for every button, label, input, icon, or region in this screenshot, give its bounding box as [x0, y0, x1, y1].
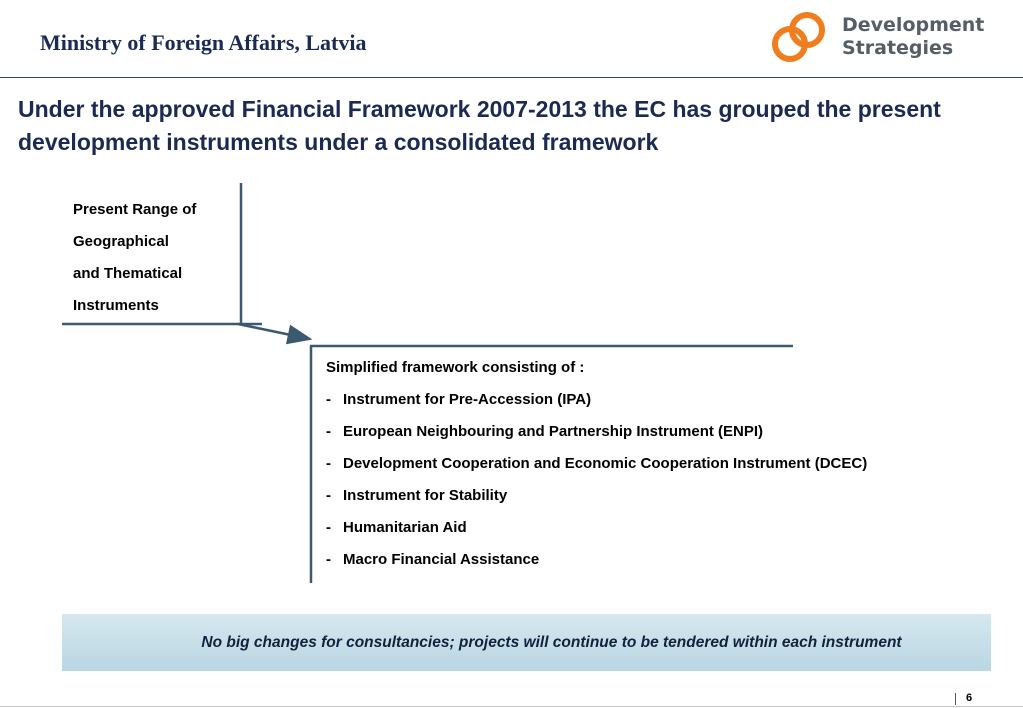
- page-number-separator: [955, 693, 956, 705]
- page-number: 6: [966, 692, 973, 704]
- conclusion-banner: [62, 614, 991, 671]
- left-box-line: and Thematical: [73, 265, 183, 282]
- present-instruments-label: [73, 194, 233, 322]
- logo-line-2: Strategies: [842, 37, 954, 59]
- list-item-text: European Neighbouring and Partnership Instrument (ENPI): [343, 423, 764, 440]
- list-item: [326, 384, 1006, 416]
- bullet-dash: -: [326, 519, 331, 536]
- left-box-line: Present Range of: [73, 201, 197, 218]
- footer-divider: [0, 706, 1023, 707]
- slide-title: Under the approved Financial Framework 2007-2013 the EC has grouped the present development instruments under a consolidated framework: [18, 96, 941, 155]
- logo-line-1: Development: [842, 14, 985, 36]
- list-item-text: Development Cooperation and Economic Cooperation Instrument (DCEC): [343, 455, 868, 472]
- list-item: [326, 544, 1006, 576]
- list-item-text: Macro Financial Assistance: [343, 551, 540, 568]
- list-item: [326, 480, 1006, 512]
- list-item-text: Humanitarian Aid: [343, 519, 467, 536]
- left-box-line: Instruments: [73, 297, 159, 314]
- bullet-dash: -: [326, 423, 331, 440]
- list-item-text: Instrument for Pre-Accession (IPA): [343, 391, 592, 408]
- bullet-dash: -: [326, 487, 331, 504]
- connector-arrow: [238, 324, 310, 339]
- header-title: Ministry of Foreign Affairs, Latvia: [40, 30, 367, 55]
- framework-heading: Simplified framework consisting of :: [326, 359, 585, 376]
- bullet-dash: -: [326, 455, 331, 472]
- bullet-dash: -: [326, 551, 331, 568]
- list-item-text: Instrument for Stability: [343, 487, 508, 504]
- list-item: [326, 448, 1006, 480]
- simplified-framework-list: [326, 352, 1006, 576]
- list-item: [326, 416, 1006, 448]
- left-box-line: Geographical: [73, 233, 169, 250]
- bullet-dash: -: [326, 391, 331, 408]
- banner-text: No big changes for consultancies; projects will continue to be tendered within each instrument: [201, 633, 902, 651]
- list-item: [326, 512, 1006, 544]
